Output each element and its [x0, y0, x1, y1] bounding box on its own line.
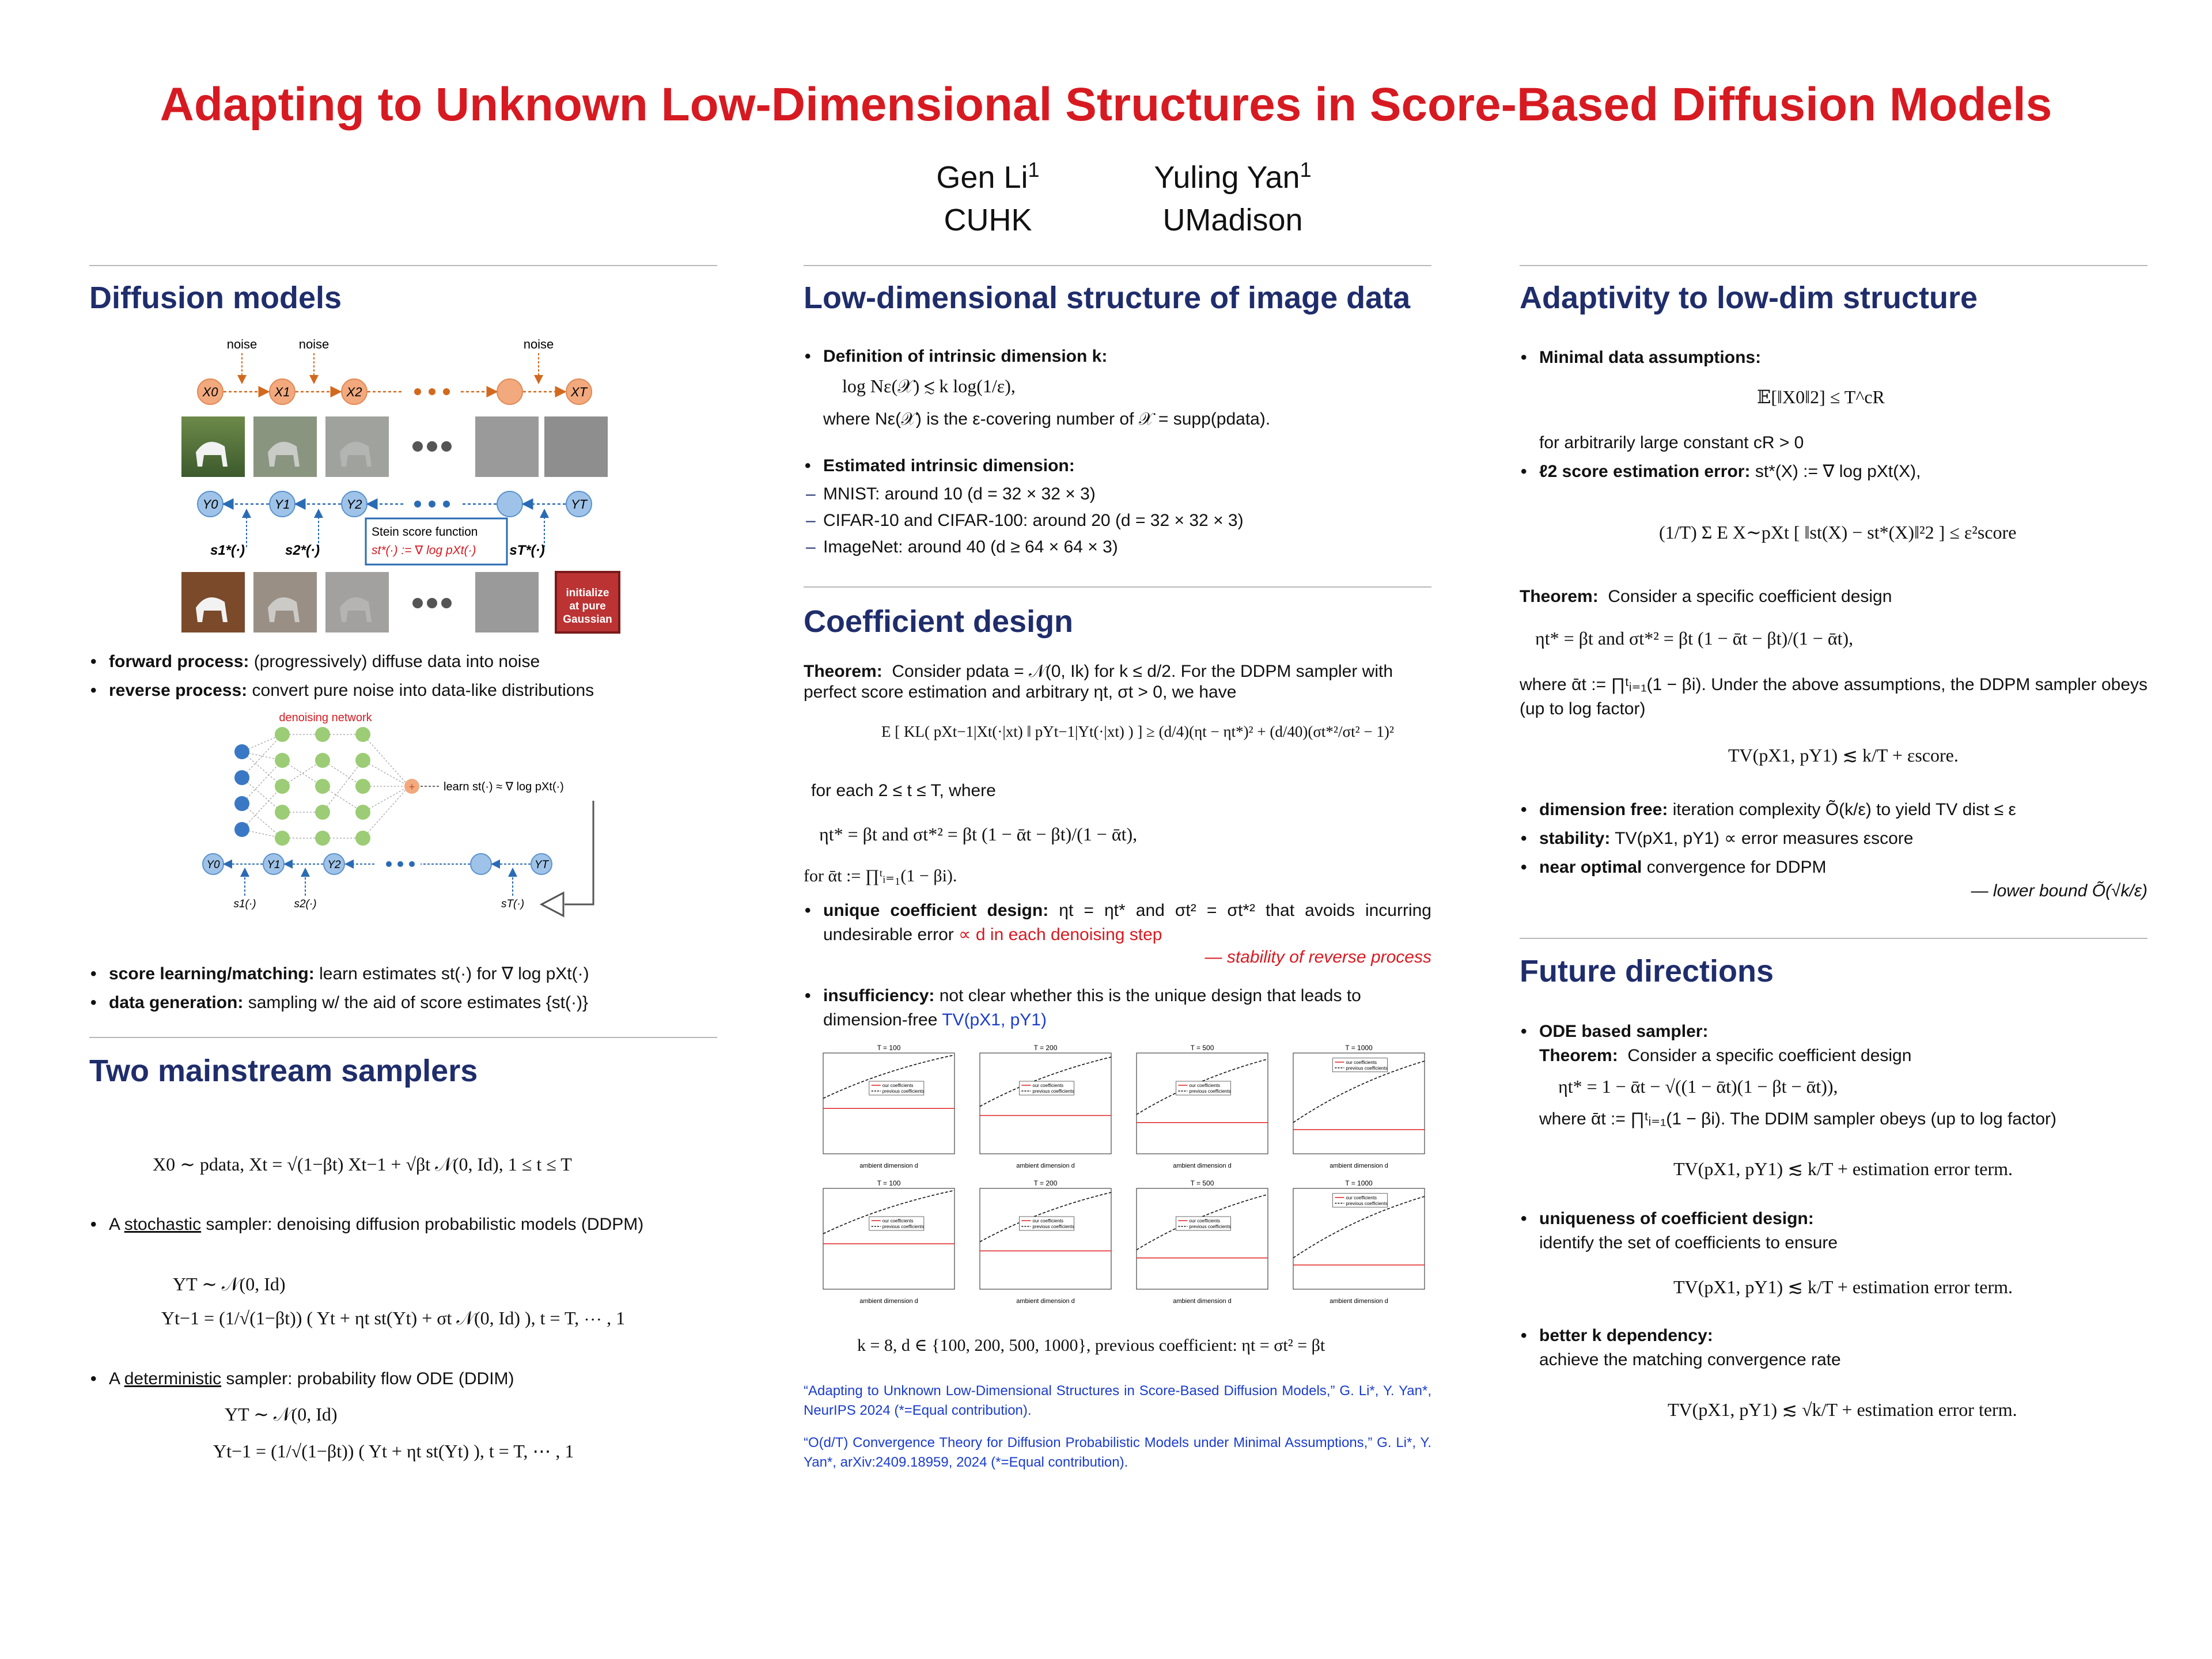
s-label: s2(·): [294, 898, 317, 910]
estimate-item: – ImageNet: around 40 (d ≥ 64 × 64 × 3): [804, 535, 1431, 560]
section-title-future: Future directions: [1520, 954, 1774, 988]
divider: [1520, 265, 2147, 266]
ddim-eq-init: YT ∼ 𝒩(0, Id): [225, 1404, 338, 1425]
divider: [1520, 938, 2147, 939]
adapt-where-text: where ᾱt := ∏ᵗᵢ₌₁(1 − βi). Under the above assumptions, the DDPM sampler obeys (up to log factor): [1520, 675, 2147, 718]
legend-label: our coefficients: [882, 1083, 914, 1088]
y-node-label: Y2: [327, 859, 341, 871]
legend-label: our coefficients: [882, 1218, 914, 1224]
svg-text:+: +: [408, 781, 415, 793]
tv-bound: TV(pX1, pY1) ≲ k/T + εscore.: [1728, 745, 1959, 766]
legend-label: previous coefficients: [1032, 1089, 1074, 1094]
plot-xlabel: ambient dimension d: [1173, 1162, 1232, 1169]
x-node-label: XT: [570, 385, 588, 399]
plot-xlabel: ambient dimension d: [1016, 1162, 1075, 1169]
bullet-insufficiency: • insufficiency: not clear whether this is the unique design that leads to dimension-free TV(pX1, pY1): [804, 984, 1431, 1032]
plot-xlabel: ambient dimension d: [1330, 1298, 1388, 1305]
ode-theorem: Theorem: Consider a specific coefficient design: [1539, 1046, 1912, 1065]
section-title-samplers: Two mainstream samplers: [89, 1054, 478, 1088]
legend-label: our coefficients: [1346, 1195, 1377, 1200]
divider: [804, 265, 1431, 266]
reference-1: “Adapting to Unknown Low-Dimensional Structures in Score-Based Diffusion Models,” G. Li*, Y. Yan*, NeurIPS 2024 (*=Equal contribution).: [804, 1383, 1431, 1418]
y-node-label: Y0: [202, 497, 218, 512]
moment-equation: 𝔼[‖X0‖2] ≤ T^cR: [1757, 387, 1885, 407]
y-node-label: Y0: [206, 859, 220, 871]
plot-frame: [1137, 1188, 1268, 1289]
bullet-definition: • Definition of intrinsic dimension k:: [804, 344, 1431, 369]
ode-eta-equation: ηt* = 1 − ᾱt − √((1 − ᾱt)(1 − βt − ᾱt)),: [1558, 1076, 1838, 1097]
noise-label: noise: [226, 337, 257, 351]
eta-sigma-equation: ηt* = βt and σt*² = βt (1 − ᾱt − βt)/(1 − ᾱt),: [819, 824, 1138, 844]
learn-label: learn st(·) ≈ ∇ log pXt(·): [444, 781, 564, 793]
legend-label: our coefficients: [1189, 1218, 1221, 1224]
bullet-reverse: • reverse process: convert pure noise into data-like distributions: [89, 679, 717, 703]
legend-label: our coefficients: [1032, 1218, 1064, 1224]
stein-formula: st*(·) := ∇ log pXt(·): [372, 544, 476, 557]
better-k-tv-bound: TV(pX1, pY1) ≲ √k/T + estimation error term.: [1668, 1399, 2017, 1420]
author-institution: CUHK: [944, 203, 1032, 237]
bullet-stochastic: • A stochastic sampler: denoising diffusion probabilistic models (DDPM): [89, 1213, 717, 1237]
initialize-text: initialize: [566, 587, 609, 599]
bullet-dimension-free: • dimension free: iteration complexity Õ(k/ε) to yield TV dist ≤ ε: [1520, 798, 2147, 822]
plot-caption: k = 8, d ∈ {100, 200, 500, 1000}, previous coefficient: ηt = σt² = βt: [857, 1336, 1325, 1355]
stein-title: Stein score function: [372, 525, 478, 539]
alpha-definition: for ᾱt := ∏ᵗᵢ₌₁(1 − βi).: [804, 866, 957, 885]
legend-label: previous coefficients: [882, 1224, 925, 1229]
l2-equation: (1/T) Σ E X∼pXt [ ‖st(X) − st*(X)‖²2 ] ≤ ε²score: [1659, 522, 2017, 543]
legend-label: previous coefficients: [882, 1089, 925, 1094]
legend-label: previous coefficients: [1346, 1200, 1388, 1206]
author-affil-num: 1: [1028, 158, 1040, 181]
bullet-forward: • forward process: (progressively) diffuse data into noise: [89, 650, 717, 674]
denoising-network-figure: [190, 709, 651, 922]
adapt-eta-sigma: ηt* = βt and σt*² = βt (1 − ᾱt − βt)/(1 − ᾱt),: [1535, 628, 1854, 649]
legend-label: previous coefficients: [1032, 1224, 1074, 1229]
y-node-label: Y1: [274, 497, 290, 512]
plot-xlabel: ambient dimension d: [1016, 1298, 1075, 1305]
plot-title: T = 500: [1190, 1179, 1214, 1187]
definition-equation: log Nε(𝒳) ≲ k log(1/ε),: [842, 376, 1016, 396]
uniqueness-text: identify the set of coefficients to ensure: [1539, 1233, 1838, 1252]
legend-label: our coefficients: [1032, 1083, 1064, 1088]
divider: [804, 586, 1431, 588]
plot-frame: [1137, 1053, 1268, 1154]
for-each-text: for each 2 ≤ t ≤ T, where: [811, 781, 996, 800]
network-label: denoising network: [279, 711, 372, 724]
ddpm-eq-init: YT ∼ 𝒩(0, Id): [173, 1274, 286, 1294]
definition-where: where Nε(𝒳) is the ε-covering number of 𝒳 = supp(pdata).: [823, 410, 1271, 429]
stability-note: — stability of reverse process: [1205, 948, 1431, 967]
x-node-label: X0: [202, 385, 218, 399]
ode-where-text: where ᾱt := ∏ᵗᵢ₌₁(1 − βi). The DDIM sampler obeys (up to log factor): [1539, 1109, 2056, 1128]
bullet-score-learning: • score learning/matching: learn estimates st(·) for ∇ log pXt(·): [89, 962, 717, 986]
author-name: Gen Li: [936, 160, 1028, 195]
coef-theorem: Theorem: Consider pdata = 𝒩(0, Ik) for k ≤ d/2. For the DDPM sampler with perfect score estimation and arbitrary ηt, σt > 0, we have: [804, 662, 1393, 702]
y-node-label: Y1: [267, 859, 281, 871]
x-node-label: X2: [346, 385, 362, 399]
min-assumption-text: for arbitrarily large constant cR > 0: [1539, 433, 1804, 452]
section-title-lowdim: Low-dimensional structure of image data: [804, 281, 1411, 315]
y-node-label: YT: [534, 859, 549, 871]
forward-equation: X0 ∼ pdata, Xt = √(1−βt) Xt−1 + √βt 𝒩(0, Id), 1 ≤ t ≤ T: [153, 1154, 572, 1175]
bullet-estimated: • Estimated intrinsic dimension:: [804, 454, 1431, 478]
plot-title: T = 1000: [1345, 1044, 1373, 1052]
noise-label: noise: [298, 337, 329, 351]
plot-frame: [823, 1053, 955, 1154]
author-institution: UMadison: [1162, 203, 1303, 237]
adapt-theorem: Theorem: Consider a specific coefficient design: [1520, 587, 1892, 606]
divider: [89, 1037, 717, 1038]
bullet-min-assumptions: • Minimal data assumptions:: [1520, 346, 2147, 370]
bullet-better-k: • better k dependency:: [1520, 1324, 2147, 1348]
initialize-text: Gaussian: [563, 613, 612, 626]
plot-title: T = 500: [1190, 1044, 1214, 1052]
bullet-stability: • stability: TV(pX1, pY1) ∝ error measures εscore: [1520, 827, 2147, 851]
plot-title: T = 200: [1033, 1179, 1058, 1187]
author-2: [1083, 149, 1382, 241]
bullet-near-optimal: • near optimal convergence for DDPM: [1520, 855, 2147, 880]
legend-label: our coefficients: [1189, 1083, 1221, 1088]
plot-xlabel: ambient dimension d: [859, 1162, 918, 1169]
plot-frame: [980, 1053, 1111, 1154]
section-title-coefficient: Coefficient design: [804, 604, 1074, 639]
bullet-ode-sampler: • ODE based sampler:: [1520, 1020, 2147, 1044]
section-title-adaptivity: Adaptivity to low-dim structure: [1520, 281, 1978, 315]
author-affil-num: 1: [1300, 158, 1312, 181]
poster-title: Adapting to Unknown Low-Dimensional Structures in Score-Based Diffusion Models: [160, 78, 2052, 131]
uniqueness-tv-bound: TV(pX1, pY1) ≲ k/T + estimation error term.: [1673, 1277, 2013, 1297]
reference-2: “O(d/T) Convergence Theory for Diffusion Probabilistic Models under Minimal Assumptions,” G. Li*, Y. Yan*, arXiv:2409.18959, 2024 (*=Equal contribution).: [804, 1435, 1431, 1470]
legend-label: previous coefficients: [1189, 1224, 1231, 1229]
plot-frame: [980, 1188, 1111, 1289]
x-node-label: X1: [274, 385, 290, 399]
estimate-item: – MNIST: around 10 (d = 32 × 32 × 3): [804, 482, 1431, 507]
bullet-data-generation: • data generation: sampling w/ the aid of score estimates {st(·)}: [89, 991, 717, 1015]
s-label: s1(·): [233, 898, 256, 910]
plot-title: T = 1000: [1345, 1179, 1373, 1187]
s-label: sT(·): [501, 898, 525, 910]
better-k-text: achieve the matching convergence rate: [1539, 1350, 1841, 1369]
score-label: s2*(·): [285, 543, 320, 558]
score-label: s1*(·): [210, 543, 245, 558]
bullet-deterministic: • A deterministic sampler: probability flow ODE (DDIM): [89, 1367, 717, 1391]
lower-bound-note: — lower bound Õ(√k/ε): [1971, 881, 2147, 900]
plot-xlabel: ambient dimension d: [1173, 1298, 1232, 1305]
ddpm-eq-update: Yt−1 = (1/√(1−βt)) ( Yt + ηt st(Yt) + σt 𝒩(0, Id) ), t = T, ⋯ , 1: [161, 1308, 626, 1328]
bullet-l2-error: • ℓ2 score estimation error: st*(X) := ∇ log pXt(X),: [1520, 460, 2147, 484]
divider: [89, 265, 717, 266]
plot-xlabel: ambient dimension d: [859, 1298, 918, 1305]
plot-frame: [823, 1188, 955, 1289]
kl-equation: E [ KL( pXt−1|Xt(·|xt) ‖ pYt−1|Yt(·|xt) ) ] ≥ (d/4)(ηt − ηt*)² + (d/40)(σt*²/σt² − 1)²: [881, 723, 1394, 740]
ode-tv-bound: TV(pX1, pY1) ≲ k/T + estimation error term.: [1673, 1158, 2013, 1179]
y-node-label: YT: [570, 497, 588, 512]
legend-label: previous coefficients: [1346, 1065, 1388, 1071]
noise-label: noise: [523, 337, 554, 351]
y-node-label: Y2: [346, 497, 362, 512]
ddim-eq-update: Yt−1 = (1/√(1−βt)) ( Yt + ηt st(Yt) ), t = T, ⋯ , 1: [213, 1441, 574, 1461]
score-label: sT*(·): [509, 543, 545, 558]
bullet-uniqueness: • uniqueness of coefficient design:: [1520, 1207, 2147, 1231]
estimate-item: – CIFAR-10 and CIFAR-100: around 20 (d = 32 × 32 × 3): [804, 508, 1431, 533]
section-title-diffusion: Diffusion models: [89, 281, 342, 315]
legend-label: previous coefficients: [1189, 1089, 1231, 1094]
initialize-text: at pure: [569, 600, 606, 612]
plot-title: T = 100: [877, 1044, 901, 1052]
plot-title: T = 200: [1033, 1044, 1058, 1052]
diffusion-process-figure: [173, 337, 645, 637]
kl-tv-plots: [804, 1043, 1431, 1313]
plot-title: T = 100: [877, 1179, 901, 1187]
author-name: Yuling Yan: [1154, 160, 1300, 195]
bullet-unique-design: • unique coefficient design: ηt = ηt* and σt² = σt*² that avoids incurring undesirable error ∝ d in each denoising step: [804, 899, 1431, 947]
plot-xlabel: ambient dimension d: [1330, 1162, 1388, 1169]
legend-label: our coefficients: [1346, 1059, 1377, 1065]
